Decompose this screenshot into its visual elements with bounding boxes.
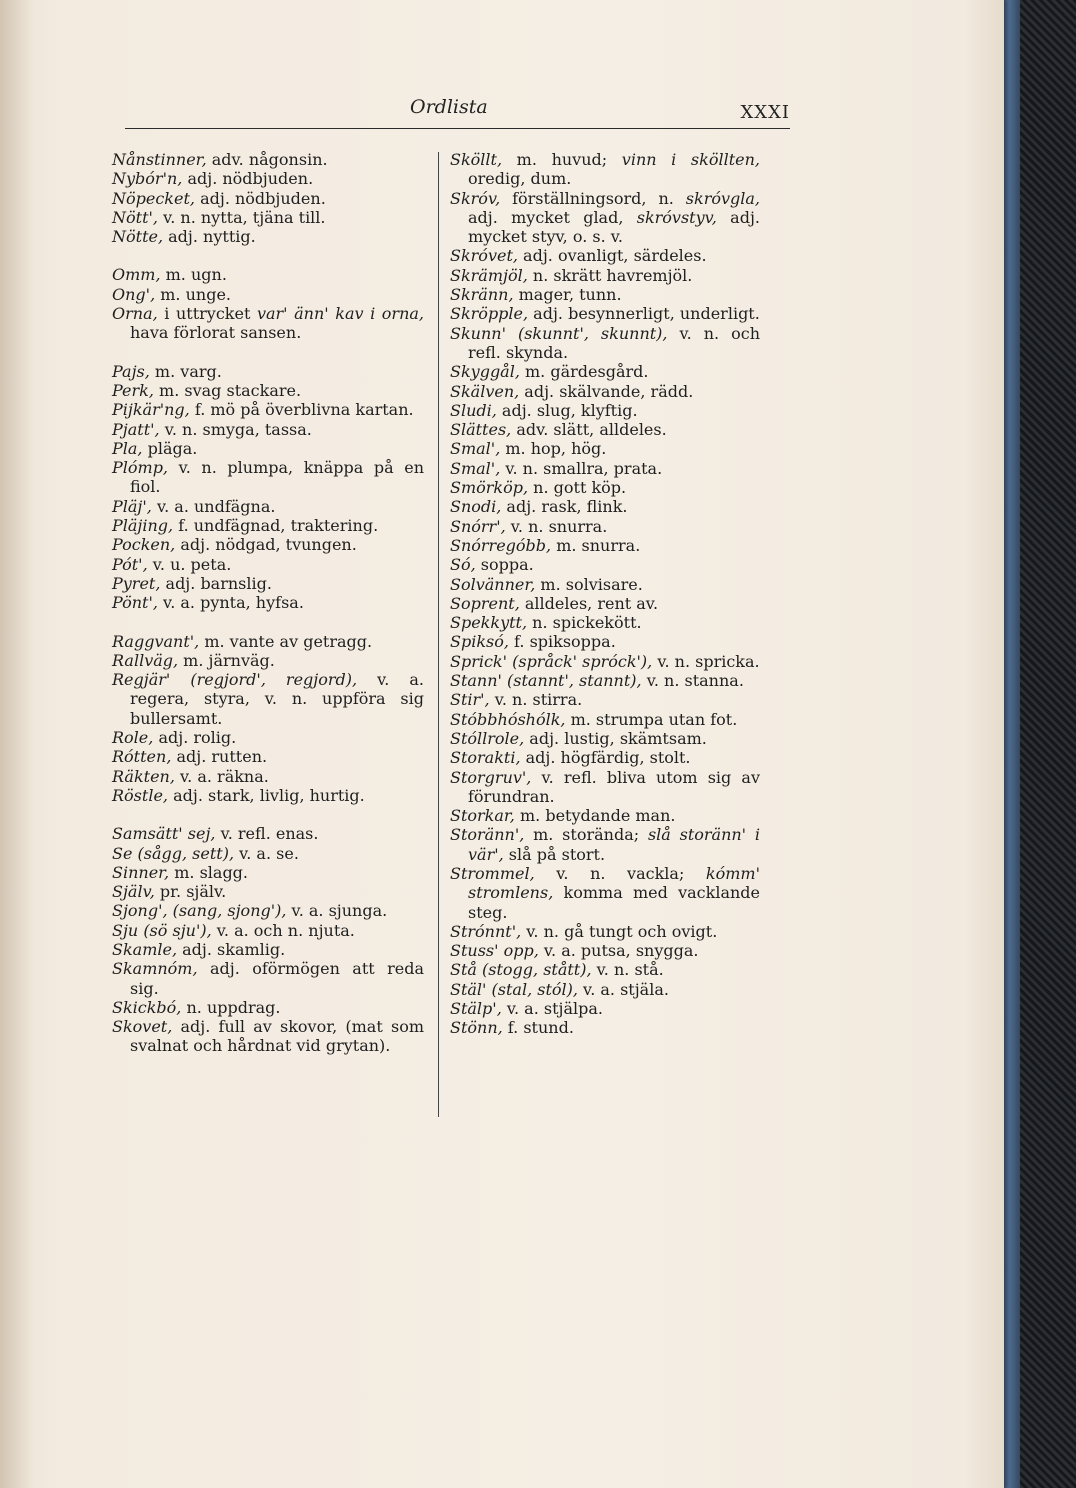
entry-gloss: m. ugn.	[160, 265, 227, 285]
entry-gloss: adj. högfärdig, stolt.	[520, 748, 691, 768]
entry-gloss: adj. skälvande, rädd.	[519, 381, 694, 401]
entry-gloss: i uttrycket var' änn' kav i orna, hava förlorat sansen.	[130, 304, 424, 343]
dictionary-entry	[112, 535, 424, 554]
dictionary-entry	[112, 516, 424, 535]
dictionary-entry	[450, 459, 760, 478]
entry-gloss: adj. nödbjuden.	[182, 169, 314, 189]
entry-gloss: v. n. smyga, tassa.	[159, 419, 312, 439]
entry-headword: Pläjing,	[112, 516, 174, 536]
entry-headword: Skovet,	[112, 1017, 173, 1037]
entry-gloss: adj. besynnerligt, underligt.	[528, 304, 760, 324]
dictionary-entry	[112, 574, 424, 593]
entry-headword: Se (sågg, sett),	[112, 843, 235, 863]
dictionary-entry	[450, 420, 760, 439]
entry-gloss: adj. rask, flink.	[501, 497, 628, 517]
dictionary-entry	[112, 998, 424, 1017]
dictionary-entry	[112, 381, 424, 400]
entry-headword: Só,	[450, 555, 476, 575]
entry-gloss: adj. nödgad, tvungen.	[175, 535, 357, 555]
entry-gloss: adj. ovanligt, särdeles.	[517, 246, 707, 266]
dictionary-entry	[450, 150, 760, 189]
entry-gloss: v. a. se.	[234, 843, 299, 863]
dictionary-entry	[112, 265, 424, 284]
entry-headword: Regjär' (regjord', regjord),	[112, 670, 358, 690]
dictionary-entry	[450, 575, 760, 594]
page-header	[125, 96, 790, 129]
dictionary-entry	[450, 864, 760, 922]
entry-headword: Nött',	[112, 207, 158, 227]
dictionary-entry	[450, 266, 760, 285]
dictionary-entry	[450, 690, 760, 709]
entry-headword: Skröpple,	[450, 304, 529, 324]
column-divider	[438, 152, 439, 1117]
entry-gloss: f. spiksoppa.	[508, 632, 616, 652]
entry-gloss: förställningsord, n. skróvgla, adj. mycket glad, skróvstyv, adj. mycket styv, o. s. v.	[468, 188, 761, 247]
dictionary-entry	[450, 1018, 760, 1037]
entry-gloss: m. solvisare.	[535, 574, 643, 594]
dictionary-entry	[112, 362, 424, 381]
dictionary-entry	[112, 285, 424, 304]
entry-headword: Pla,	[112, 438, 143, 458]
dictionary-entry	[112, 824, 424, 843]
dictionary-entry	[450, 439, 760, 458]
entry-gloss: f. mö på överblivna kartan.	[189, 400, 414, 420]
entry-gloss: mager, tunn.	[513, 285, 622, 305]
entry-gloss: m. järnväg.	[178, 650, 275, 670]
entry-headword: Rótten,	[112, 747, 172, 767]
entry-headword: Sjong', (sang, sjong'),	[112, 901, 287, 921]
entry-headword: Skyggål,	[450, 362, 520, 382]
entry-headword: Skamle,	[112, 939, 178, 959]
dictionary-entry	[450, 652, 760, 671]
dictionary-entry	[112, 632, 424, 651]
entry-gloss: adj. nödbjuden.	[194, 188, 326, 208]
entry-gloss: adv. slätt, alldeles.	[511, 420, 667, 440]
entry-headword: Stann' (stannt', stannt),	[450, 671, 642, 691]
entry-headword: Stönn,	[450, 1018, 503, 1038]
entry-headword: Slättes,	[450, 420, 512, 440]
entry-gloss: m. vante av getragg.	[199, 631, 373, 651]
entry-headword: Pót',	[112, 554, 148, 574]
dictionary-entry	[450, 980, 760, 999]
entry-gloss: v. u. peta.	[147, 554, 232, 574]
dictionary-entry	[450, 497, 760, 516]
section-gap	[112, 613, 424, 632]
entry-headword: Snórr',	[450, 516, 506, 536]
entry-gloss: adj. nyttig.	[163, 227, 256, 247]
entry-gloss: v. n. smallra, prata.	[500, 458, 663, 478]
dictionary-entry	[112, 670, 424, 728]
entry-headword: Röstle,	[112, 785, 168, 805]
dictionary-entry	[112, 863, 424, 882]
entry-headword: Stäl' (stal, stól),	[450, 979, 578, 999]
dictionary-entry	[112, 747, 424, 766]
entry-headword: Samsätt' sej,	[112, 824, 216, 844]
dictionary-entry	[450, 517, 760, 536]
dictionary-entry	[112, 728, 424, 747]
entry-gloss: v. n. snurra.	[505, 516, 608, 536]
entry-gloss: adj. rolig.	[153, 728, 237, 748]
entry-gloss: m. huvud; vinn i sköllten, oredig, dum.	[468, 150, 760, 189]
entry-headword: Skamnóm,	[112, 959, 198, 979]
dictionary-entry	[112, 882, 424, 901]
entry-gloss: n. uppdrag.	[181, 997, 281, 1017]
dictionary-entry	[450, 941, 760, 960]
entry-headword: Solvänner,	[450, 574, 536, 594]
entry-gloss: v. n. spricka.	[652, 651, 760, 671]
dictionary-entry	[450, 768, 760, 807]
entry-gloss: v. n. vackla; kómm' stromlens, komma med vacklande steg.	[468, 863, 760, 922]
dictionary-entry	[450, 324, 760, 363]
entry-headword: Skrämjöl,	[450, 265, 528, 285]
dictionary-entry	[450, 806, 760, 825]
entry-headword: Omm,	[112, 265, 161, 285]
dictionary-entry	[112, 439, 424, 458]
entry-gloss: m. hop, hög.	[500, 439, 607, 459]
running-title: Ordlista	[410, 96, 488, 118]
dictionary-entry	[112, 497, 424, 516]
entry-gloss: adj. rutten.	[171, 747, 268, 767]
entry-headword: Sprick' (språck' spróck'),	[450, 651, 653, 671]
dictionary-entry	[450, 382, 760, 401]
dictionary-entry	[450, 189, 760, 247]
dictionary-entry	[450, 285, 760, 304]
dictionary-entry	[450, 401, 760, 420]
entry-gloss: v. a. pynta, hyfsa.	[157, 593, 304, 613]
dictionary-entry	[450, 555, 760, 574]
dictionary-entry	[450, 960, 760, 979]
entry-gloss: v. a. och n. njuta.	[211, 920, 355, 940]
entry-gloss: v. n. nytta, tjäna till.	[157, 207, 326, 227]
entry-gloss: v. refl. enas.	[215, 824, 319, 844]
entry-gloss: adj. slug, klyftig.	[496, 400, 638, 420]
entry-headword: Plómp,	[112, 458, 169, 478]
entry-gloss: soppa.	[475, 555, 534, 575]
entry-gloss: adj. stark, livlig, hurtig.	[168, 785, 365, 805]
dictionary-entry	[112, 458, 424, 497]
entry-gloss: v. n. stå.	[591, 960, 664, 980]
entry-gloss: v. a. putsa, snygga.	[538, 941, 699, 961]
entry-headword: Strónnt',	[450, 921, 522, 941]
entry-headword: Skälven,	[450, 381, 520, 401]
entry-headword: Stóllrole,	[450, 728, 525, 748]
dictionary-entry	[450, 999, 760, 1018]
entry-gloss: m. storända; slå storänn' i vär', slå på stort.	[468, 825, 761, 864]
entry-headword: Rallväg,	[112, 650, 179, 670]
entry-headword: Smal',	[450, 458, 501, 478]
entry-headword: Pjatt',	[112, 419, 160, 439]
entry-headword: Smörköp,	[450, 478, 529, 498]
entry-headword: Ong',	[112, 284, 156, 304]
dictionary-entry	[112, 555, 424, 574]
right-column	[450, 150, 760, 1038]
section-gap	[112, 343, 424, 362]
entry-gloss: n. skrätt havremjöl.	[527, 265, 693, 285]
dictionary-entry	[450, 594, 760, 613]
section-gap	[112, 246, 424, 265]
entry-gloss: m. varg.	[149, 361, 222, 381]
entry-headword: Sköllt,	[450, 150, 503, 169]
book-cover-edge	[1004, 0, 1020, 1488]
entry-gloss: adj. oförmögen att reda sig.	[130, 959, 424, 998]
entry-gloss: alldeles, rent av.	[519, 593, 659, 613]
entry-gloss: adj. barnslig.	[160, 573, 272, 593]
entry-gloss: n. spickekött.	[527, 613, 642, 633]
dictionary-entry	[450, 748, 760, 767]
entry-gloss: adv. någonsin.	[206, 150, 328, 169]
entry-headword: Skränn,	[450, 285, 514, 305]
entry-headword: Nötte,	[112, 227, 164, 247]
dictionary-entry	[450, 632, 760, 651]
entry-headword: Nybór'n,	[112, 169, 183, 189]
entry-gloss: m. strumpa utan fot.	[565, 709, 738, 729]
dictionary-entry	[112, 786, 424, 805]
entry-headword: Smal',	[450, 439, 501, 459]
dictionary-entry	[112, 227, 424, 246]
entry-headword: Storgruv',	[450, 767, 532, 787]
dictionary-entry	[450, 710, 760, 729]
entry-headword: Pijkär'ng,	[112, 400, 190, 420]
entry-headword: Stå (stogg, stått),	[450, 960, 592, 980]
entry-headword: Nöpecket,	[112, 188, 195, 208]
entry-headword: Skróv,	[450, 188, 501, 208]
entry-headword: Pönt',	[112, 593, 158, 613]
entry-headword: Stóbbhóshólk,	[450, 709, 566, 729]
entry-gloss: v. n. plumpa, knäppa på en fiol.	[130, 458, 424, 497]
entry-gloss: adj. skamlig.	[177, 939, 286, 959]
entry-gloss: m. slagg.	[169, 862, 249, 882]
entry-headword: Orna,	[112, 304, 158, 324]
entry-gloss: adj. full av skovor, (mat som svalnat och hårdnat vid grytan).	[130, 1017, 424, 1056]
entry-headword: Spekkytt,	[450, 613, 528, 633]
dictionary-entry	[112, 593, 424, 612]
entry-headword: Pyret,	[112, 573, 161, 593]
dictionary-entry	[450, 729, 760, 748]
dictionary-entry	[112, 844, 424, 863]
entry-headword: Storänn',	[450, 825, 525, 845]
dictionary-entry	[112, 208, 424, 227]
left-column	[112, 150, 424, 1056]
entry-headword: Stuss' opp,	[450, 941, 539, 961]
entry-gloss: pr. själv.	[154, 882, 227, 902]
dictionary-entry	[112, 1017, 424, 1056]
entry-headword: Sludi,	[450, 400, 497, 420]
background-cloth	[1020, 0, 1076, 1488]
dictionary-entry	[112, 959, 424, 998]
entry-gloss: v. n. stanna.	[641, 671, 744, 691]
entry-headword: Själv,	[112, 882, 155, 902]
dictionary-entry	[112, 420, 424, 439]
entry-gloss: v. a. sjunga.	[286, 901, 388, 921]
entry-headword: Raggvant',	[112, 631, 200, 651]
entry-headword: Pajs,	[112, 361, 150, 381]
page-gutter	[0, 0, 34, 1488]
entry-headword: Nånstinner,	[112, 150, 207, 169]
entry-gloss: v. n. och refl. skynda.	[468, 323, 760, 362]
dictionary-entry	[112, 767, 424, 786]
entry-gloss: m. snurra.	[551, 535, 641, 555]
dictionary-entry	[450, 825, 760, 864]
dictionary-entry	[112, 940, 424, 959]
dictionary-entry	[112, 921, 424, 940]
entry-gloss: f. undfägnad, traktering.	[173, 516, 379, 536]
entry-headword: Snodi,	[450, 497, 502, 517]
entry-gloss: v. a. undfägna.	[151, 496, 276, 516]
entry-headword: Pläj',	[112, 496, 152, 516]
dictionary-entry	[450, 613, 760, 632]
section-gap	[112, 805, 424, 824]
dictionary-entry	[450, 922, 760, 941]
entry-gloss: adj. lustig, skämtsam.	[524, 728, 707, 748]
entry-gloss: pläga.	[142, 438, 198, 458]
entry-headword: Spiksó,	[450, 632, 509, 652]
entry-gloss: m. betydande man.	[514, 806, 676, 826]
entry-gloss: v. n. gå tungt och ovigt.	[521, 921, 718, 941]
dictionary-entry	[450, 304, 760, 323]
dictionary-entry	[112, 901, 424, 920]
entry-gloss: n. gott köp.	[528, 478, 627, 498]
entry-gloss: v. a. stjälpa.	[501, 999, 604, 1019]
entry-headword: Pocken,	[112, 535, 176, 555]
dictionary-entry	[450, 478, 760, 497]
entry-gloss: v. a. räkna.	[174, 766, 269, 786]
entry-gloss: v. a. regera, styra, v. n. uppföra sig bullersamt.	[130, 670, 424, 728]
dictionary-entry	[450, 246, 760, 265]
dictionary-entry	[112, 189, 424, 208]
entry-headword: Storakti,	[450, 748, 521, 768]
entry-gloss: v. a. stjäla.	[577, 979, 669, 999]
entry-headword: Stir',	[450, 690, 490, 710]
dictionary-entry	[450, 536, 760, 555]
entry-headword: Skróvet,	[450, 246, 518, 266]
entry-gloss: v. refl. bliva utom sig av förundran.	[468, 767, 760, 806]
entry-headword: Strommel,	[450, 863, 535, 883]
dictionary-entry	[112, 304, 424, 343]
entry-gloss: v. n. stirra.	[489, 690, 583, 710]
entry-headword: Skickbó,	[112, 997, 182, 1017]
entry-headword: Soprent,	[450, 593, 520, 613]
entry-headword: Räkten,	[112, 766, 175, 786]
entry-headword: Snórregóbb,	[450, 535, 552, 555]
entry-headword: Sju (sö sju'),	[112, 920, 212, 940]
entry-headword: Storkar,	[450, 806, 515, 826]
entry-headword: Skunn' (skunnt', skunnt),	[450, 323, 668, 343]
entry-headword: Perk,	[112, 380, 154, 400]
entry-gloss: m. unge.	[155, 284, 231, 304]
entry-headword: Stälp',	[450, 999, 502, 1019]
dictionary-entry	[112, 169, 424, 188]
entry-headword: Role,	[112, 728, 154, 748]
dictionary-entry	[112, 150, 424, 169]
page-number: XXXI	[740, 102, 790, 123]
dictionary-entry	[112, 400, 424, 419]
dictionary-entry	[450, 362, 760, 381]
entry-gloss: f. stund.	[502, 1018, 574, 1038]
entry-gloss: m. svag stackare.	[153, 380, 302, 400]
entry-headword: Sinner,	[112, 862, 170, 882]
dictionary-entry	[112, 651, 424, 670]
dictionary-entry	[450, 671, 760, 690]
entry-gloss: m. gärdesgård.	[519, 362, 649, 382]
